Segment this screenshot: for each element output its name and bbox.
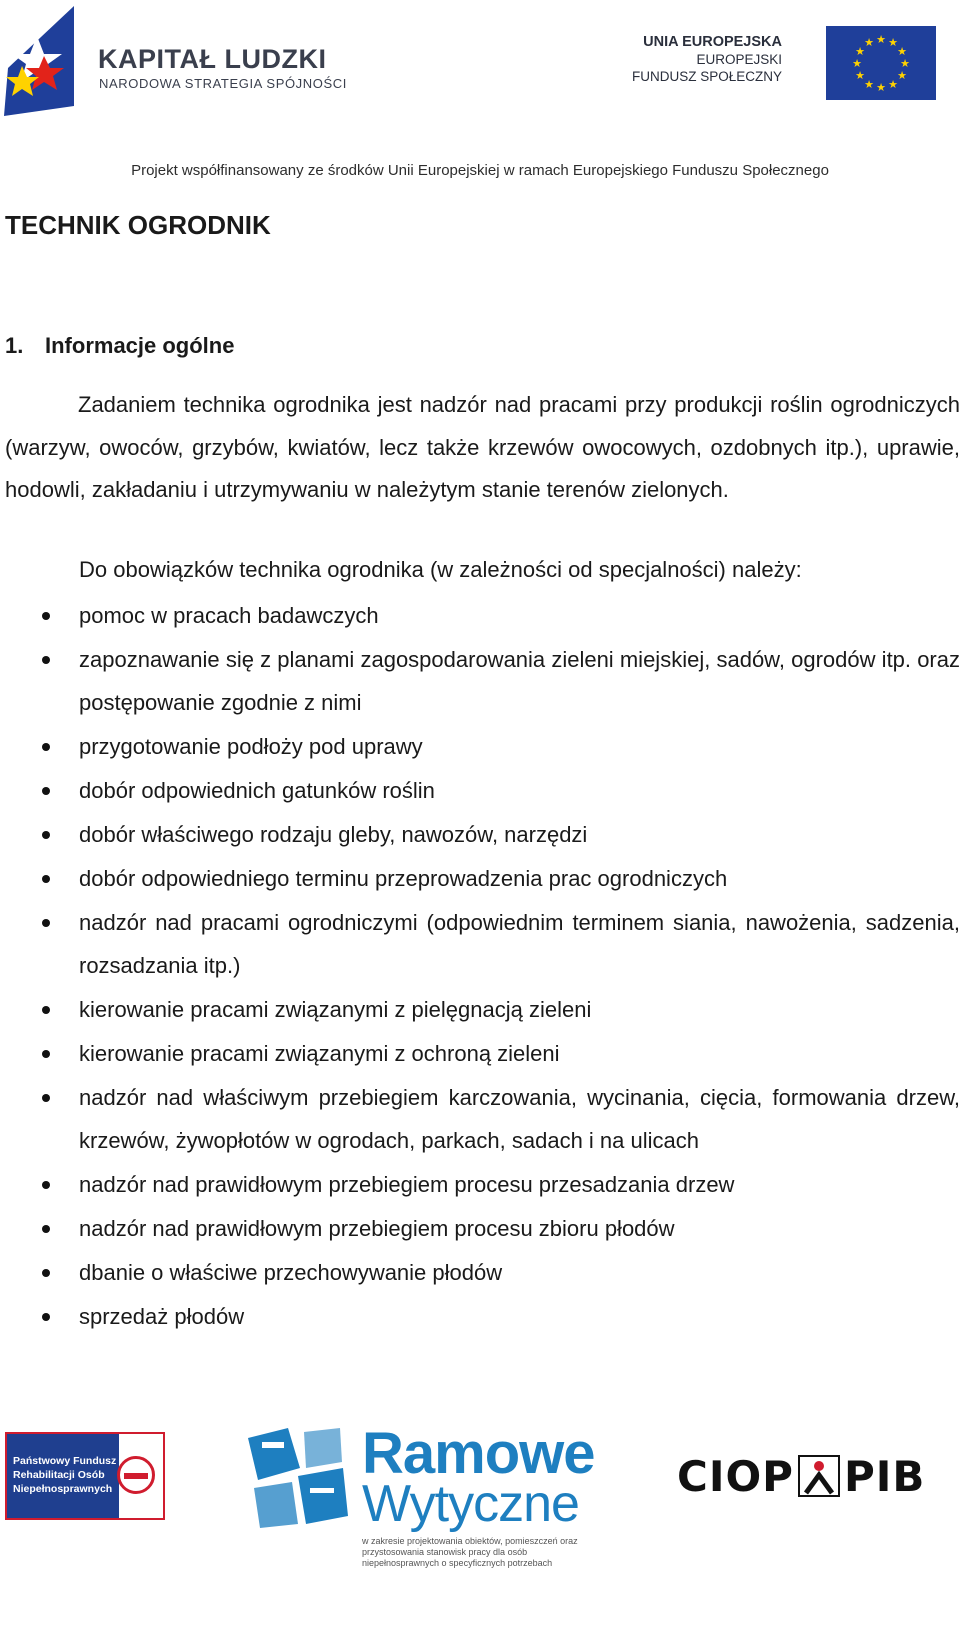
ramowe-wytyczne-graphic-icon <box>248 1428 348 1528</box>
eu-flag-icon <box>826 26 936 100</box>
duty-text: sprzedaż płodów <box>79 1304 245 1329</box>
duty-list-item <box>0 1163 960 1206</box>
svg-text:★: ★ <box>900 57 910 70</box>
section-heading <box>5 333 234 359</box>
duty-list-item <box>0 857 960 900</box>
svg-text:★: ★ <box>852 57 862 70</box>
duty-list-item <box>0 901 960 987</box>
bullet-icon <box>42 612 50 620</box>
kapital-ludzki-subtitle: NARODOWA STRATEGIA SPÓJNOŚCI <box>99 76 347 91</box>
duty-list-item <box>0 638 960 724</box>
pfron-line-1: Państwowy Fundusz <box>13 1455 117 1467</box>
ramowe-title: Ramowe <box>362 1421 595 1486</box>
svg-text:★: ★ <box>897 45 907 58</box>
intro-paragraph <box>5 384 960 512</box>
bullet-icon <box>42 787 50 795</box>
svg-text:★: ★ <box>855 69 865 82</box>
svg-text:★: ★ <box>888 78 898 91</box>
ciop-pib-logo <box>677 1452 925 1501</box>
ciop-text: CIOP <box>677 1452 794 1501</box>
duty-list-item <box>0 769 960 812</box>
ciop-person-icon <box>798 1455 840 1497</box>
wytyczne-title: Wytyczne <box>362 1475 579 1533</box>
duties-list <box>0 594 960 1339</box>
duty-text: nadzór nad właściwym przebiegiem karczowania, wycinania, cięcia, formowania drzew, krzewów, żywopłotów w ogrodach, parkach, sadach i na ulicach <box>79 1085 960 1153</box>
duty-text: nadzór nad prawidłowym przebiegiem procesu przesadzania drzew <box>79 1172 735 1197</box>
bullet-icon <box>42 831 50 839</box>
kapital-ludzki-star-logo <box>4 6 74 116</box>
bullet-icon <box>42 1313 50 1321</box>
bullet-icon <box>42 1050 50 1058</box>
svg-text:★: ★ <box>897 69 907 82</box>
pfron-logo <box>5 1432 165 1520</box>
duty-list-item <box>0 594 960 637</box>
duty-list-item <box>0 1032 960 1075</box>
section-title: Informacje ogólne <box>45 333 235 358</box>
bullet-icon <box>42 1094 50 1102</box>
bullet-icon <box>42 743 50 751</box>
bullet-icon <box>42 1225 50 1233</box>
intro-paragraph-text: Zadaniem technika ogrodnika jest nadzór nad pracami przy produkcji roślin ogrodniczych (warzyw, owoców, grzybów, kwiatów, lecz także krzewów owocowych, ozdobnych itp.), uprawie, hodowli, zakładaniu i utrzymywaniu w należytym stanie terenów zielonych. <box>5 392 960 502</box>
svg-text:★: ★ <box>876 81 886 94</box>
ue-line-3: FUNDUSZ SPOŁECZNY <box>631 69 782 84</box>
duty-text: pomoc w pracach badawczych <box>79 603 379 628</box>
bullet-icon <box>42 656 50 664</box>
duty-text: przygotowanie podłoży pod uprawy <box>79 734 423 759</box>
duty-list-item <box>0 1251 960 1294</box>
document-title: TECHNIK OGRODNIK <box>5 210 271 240</box>
pfron-logo-text <box>13 1454 116 1496</box>
duty-text: nadzór nad prawidłowym przebiegiem procesu zbioru płodów <box>79 1216 675 1241</box>
svg-text:★: ★ <box>855 45 865 58</box>
kapital-ludzki-title: KAPITAŁ LUDZKI <box>98 44 327 74</box>
ue-text-block <box>632 34 782 85</box>
duty-text: kierowanie pracami związanymi z ochroną zieleni <box>79 1041 560 1066</box>
bullet-icon <box>42 919 50 927</box>
bullet-icon <box>42 1269 50 1277</box>
duty-text: nadzór nad pracami ogrodniczymi (odpowiednim terminem siania, nawożenia, sadzenia, rozsadzania itp.) <box>79 910 960 978</box>
ue-line-1: UNIA EUROPEJSKA <box>643 34 782 50</box>
svg-text:★: ★ <box>888 36 898 49</box>
duty-list-item <box>0 725 960 768</box>
duty-text: zapoznawanie się z planami zagospodarowania zieleni miejskiej, sadów, ogrodów itp. oraz postępowanie zgodnie z nimi <box>79 647 960 715</box>
duty-list-item <box>0 1076 960 1162</box>
bullet-icon <box>42 875 50 883</box>
duty-list-item <box>0 813 960 856</box>
page-header <box>0 0 960 190</box>
svg-text:★: ★ <box>876 33 886 46</box>
ue-line-2: EUROPEJSKI <box>696 52 782 67</box>
duty-text: dobór odpowiedniego terminu przeprowadzenia prac ogrodniczych <box>79 866 728 891</box>
duty-text: kierowanie pracami związanymi z pielęgnacją zieleni <box>79 997 592 1022</box>
duty-text: dbanie o właściwe przechowywanie płodów <box>79 1260 503 1285</box>
pfron-line-2: Rehabilitacji Osób <box>13 1469 105 1481</box>
pib-text: PIB <box>843 1452 926 1501</box>
ramowe-wytyczne-subtitle: w zakresie projektowania obiektów, pomieszczeń oraz przystosowania stanowisk pracy dla osób niepełnosprawnych o specyficznych potrzebach <box>362 1536 578 1568</box>
duty-list-item <box>0 1207 960 1250</box>
duty-list-item <box>0 1295 960 1338</box>
section-number: 1. <box>5 333 24 358</box>
pfron-circle-icon <box>117 1456 155 1494</box>
duty-text: dobór odpowiednich gatunków roślin <box>79 778 435 803</box>
project-cofinancing-line: Projekt współfinansowany ze środków Unii Europejskiej w ramach Europejskiego Funduszu Społecznego <box>131 162 829 179</box>
duty-text: dobór właściwego rodzaju gleby, nawozów, narzędzi <box>79 822 588 847</box>
bullet-icon <box>42 1006 50 1014</box>
bullet-icon <box>42 1181 50 1189</box>
duties-intro: Do obowiązków technika ogrodnika (w zależności od specjalności) należy: <box>79 557 802 582</box>
pfron-line-3: Niepełnosprawnych <box>13 1483 113 1495</box>
duty-list-item <box>0 988 960 1031</box>
svg-text:★: ★ <box>864 78 874 91</box>
svg-text:★: ★ <box>864 36 874 49</box>
